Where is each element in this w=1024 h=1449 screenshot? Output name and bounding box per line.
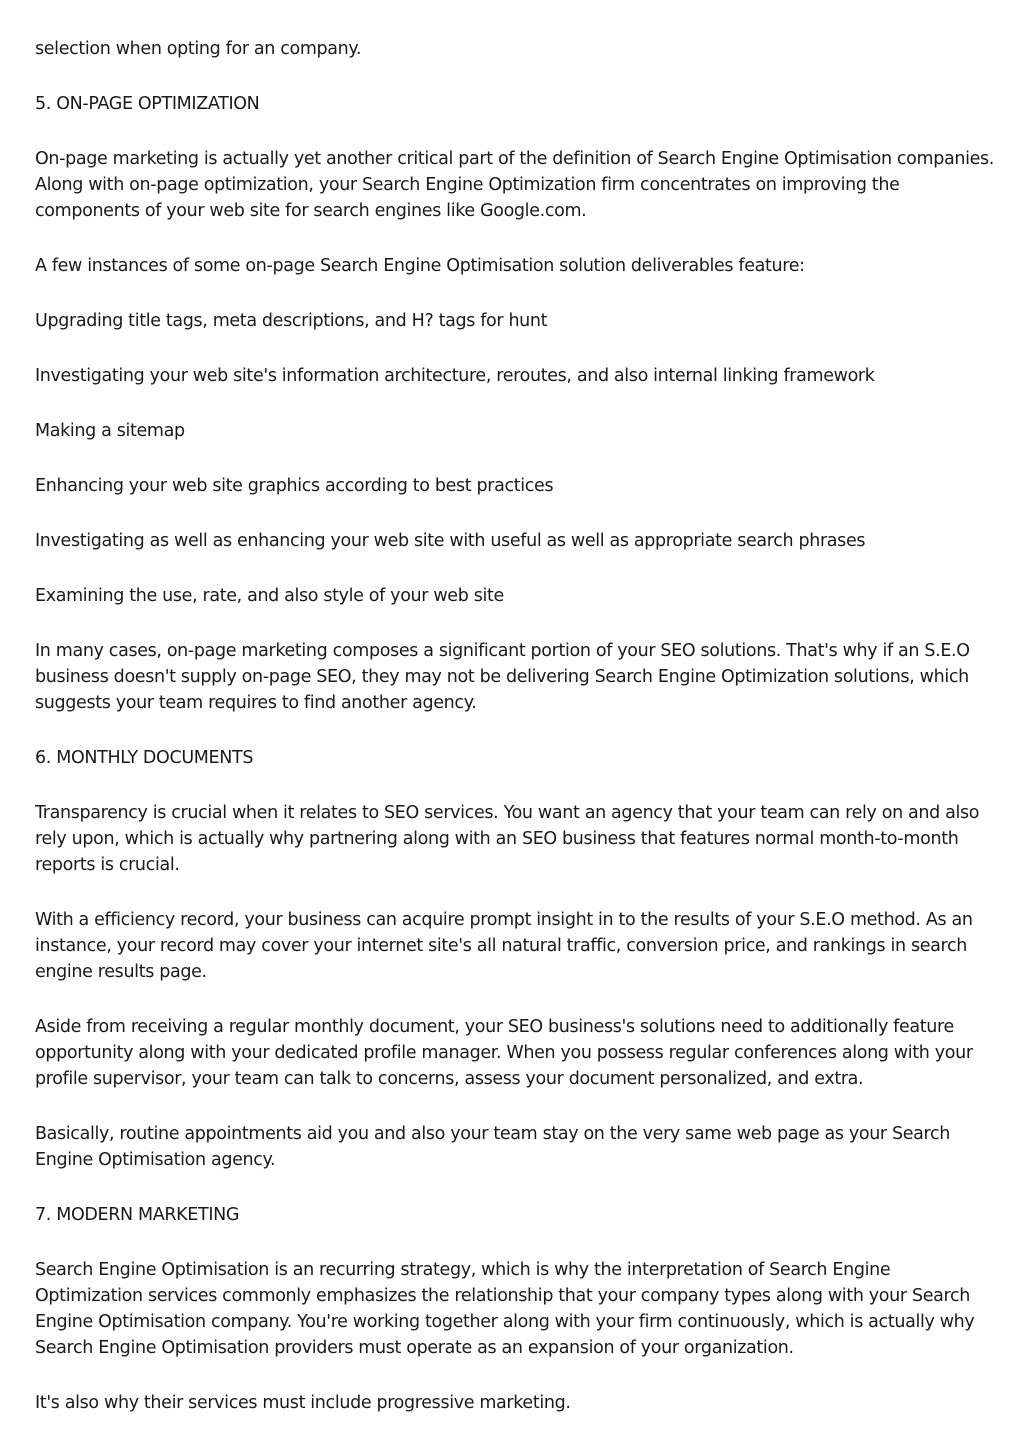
- section-heading-on-page-optimization: 5. ON-PAGE OPTIMIZATION: [35, 94, 260, 114]
- paragraph-continuation: selection when opting for an company.: [35, 39, 362, 59]
- section-heading-monthly-documents: 6. MONTHLY DOCUMENTS: [35, 748, 254, 768]
- list-item-title-tags: Upgrading title tags, meta descriptions, and H? tags for hunt: [35, 311, 548, 331]
- list-item-architecture: Investigating your web site's information architecture, reroutes, and also internal linking framework: [35, 366, 875, 386]
- list-item-sitemap: Making a sitemap: [35, 421, 185, 441]
- list-item-usability: Examining the use, rate, and also style of your web site: [35, 586, 504, 606]
- list-item-search-phrases: Investigating as well as enhancing your web site with useful as well as appropriate search phrases: [35, 531, 866, 551]
- paragraph-routine-appointments: Basically, routine appointments aid you and also your team stay on the very same web page as your Search Engine Optimisation agency.: [35, 1124, 951, 1170]
- paragraph-efficiency-record: With a efficiency record, your business can acquire prompt insight in to the results of your S.E.O method. As an instance, your record may cover your internet site's all natural traffic, conversion price, and rankings in search engine results page.: [35, 910, 973, 982]
- paragraph-deliverables-intro: A few instances of some on-page Search Engine Optimisation solution deliverables feature:: [35, 256, 805, 276]
- paragraph-on-page-intro: On-page marketing is actually yet another critical part of the definition of Search Engine Optimisation companies. Along with on-page optimization, your Search Engine Optimization firm concentrates on improving the components of your web site for search engines like Google.com.: [35, 149, 995, 221]
- paragraph-profile-manager: Aside from receiving a regular monthly document, your SEO business's solutions need to additionally feature opportunity along with your dedicated profile manager. When you possess regular conferences along with your profile supervisor, your team can talk to concerns, assess your document personalized, and extra.: [35, 1017, 973, 1089]
- section-heading-modern-marketing: 7. MODERN MARKETING: [35, 1205, 240, 1225]
- paragraph-on-page-summary: In many cases, on-page marketing composes a significant portion of your SEO solutions. That's why if an S.E.O business doesn't supply on-page SEO, they may not be delivering Search Engine Optimization solutions, which suggests your team requires to find another agency.: [35, 641, 970, 713]
- paragraph-transparency: Transparency is crucial when it relates to SEO services. You want an agency that your team can rely on and also rely upon, which is actually why partnering along with an SEO business that features normal month-to-month reports is crucial.: [35, 803, 980, 875]
- paragraph-progressive-marketing: It's also why their services must include progressive marketing.: [35, 1393, 571, 1413]
- paragraph-ongoing-strategy: Search Engine Optimisation is an recurring strategy, which is why the interpretation of Search Engine Optimization services commonly emphasizes the relationship that your company types along with your Search Engine Optimisation company. You're working together along with your firm continuously, which is actually why Search Engine Optimisation providers must operate as an expansion of your organization.: [35, 1260, 975, 1358]
- list-item-graphics: Enhancing your web site graphics according to best practices: [35, 476, 554, 496]
- document-page: [35, 36, 995, 1445]
